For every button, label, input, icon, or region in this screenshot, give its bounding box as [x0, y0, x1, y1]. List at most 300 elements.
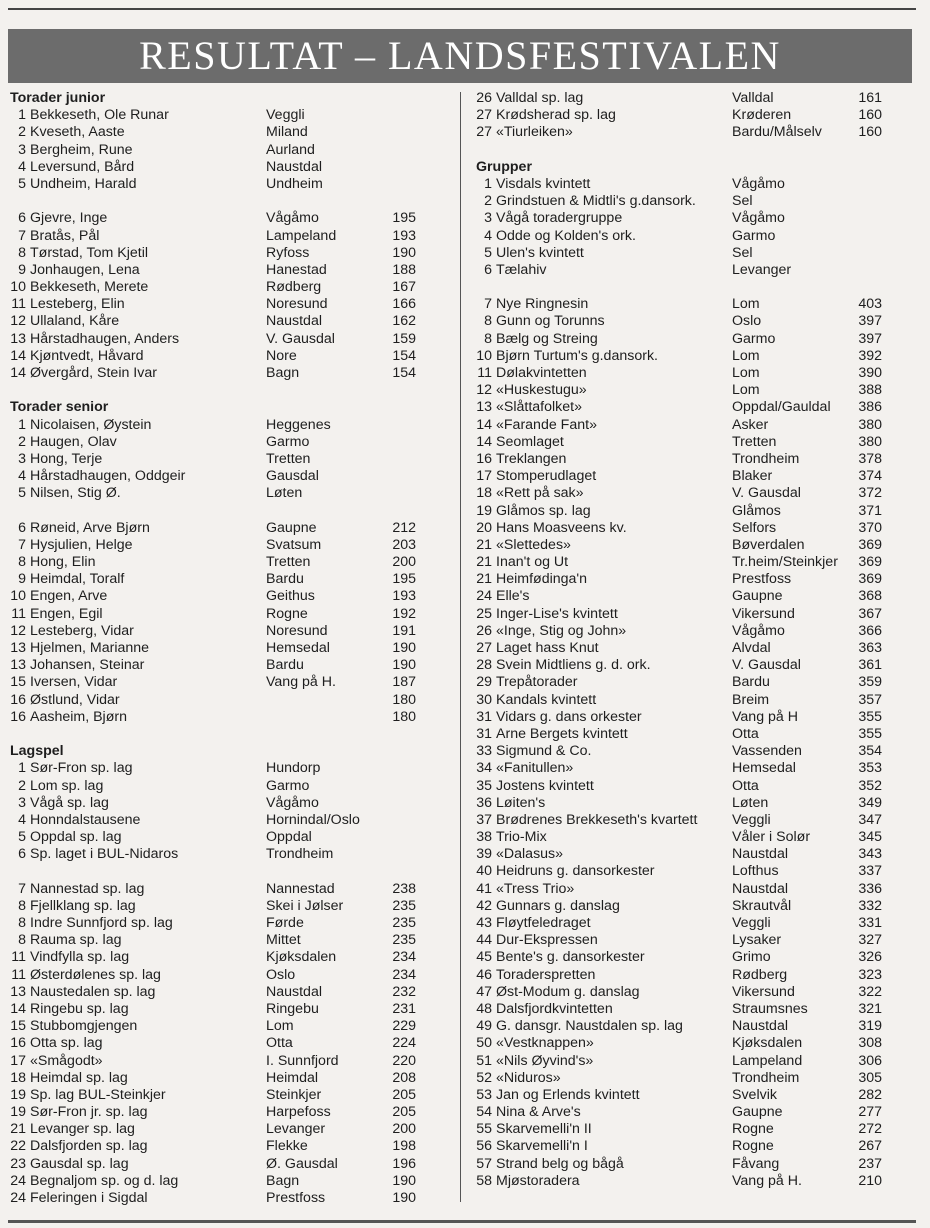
- rank-number: 33: [476, 743, 492, 760]
- entrant-score: 322: [858, 983, 882, 1000]
- entrant-place: Løten: [266, 485, 303, 502]
- rank-number: 35: [476, 777, 492, 794]
- entrant-place: Hundorp: [266, 760, 321, 777]
- section-spacer: [10, 193, 450, 210]
- entrant-name: Vågå toradergruppe: [496, 210, 623, 227]
- result-row: [10, 657, 450, 674]
- rank-number: 11: [11, 605, 26, 622]
- result-row: [10, 554, 450, 571]
- rank-number: 13: [10, 330, 26, 347]
- entrant-name: Gunnars g. danslag: [496, 897, 620, 914]
- entrant-place: Breim: [732, 691, 770, 708]
- result-row: [476, 417, 916, 434]
- entrant-name: Hårstadhaugen, Oddgeir: [30, 468, 186, 485]
- entrant-place: Vågåmo: [266, 210, 319, 227]
- result-row: [10, 795, 450, 812]
- result-row: [476, 382, 916, 399]
- entrant-score: 190: [392, 640, 416, 656]
- rank-number: 1: [18, 107, 26, 124]
- entrant-name: Svein Midtliens g. d. ork.: [496, 657, 651, 674]
- entrant-place: Vågåmo: [266, 794, 319, 811]
- entrant-place: Prestfoss: [266, 1190, 326, 1206]
- entrant-score: 235: [392, 897, 416, 914]
- entrant-name: Bergheim, Rune: [30, 141, 133, 158]
- result-row: [10, 709, 450, 726]
- result-row: [10, 967, 450, 984]
- entrant-score: 359: [858, 674, 882, 691]
- result-row: [10, 262, 450, 279]
- entrant-place: Skrautvål: [732, 897, 792, 914]
- rank-number: 18: [476, 485, 492, 502]
- result-row: [476, 778, 916, 795]
- entrant-name: Johansen, Steinar: [30, 657, 145, 674]
- entrant-name: Østlund, Vidar: [30, 691, 120, 708]
- entrant-name: Heimdal, Toralf: [30, 571, 125, 588]
- result-row: [476, 1018, 916, 1035]
- entrant-score: 232: [392, 983, 416, 1000]
- entrant-place: Naustdal: [266, 313, 322, 330]
- entrant-name: Dur-Ekspressen: [496, 932, 598, 949]
- entrant-name: Jonhaugen, Lena: [30, 261, 140, 278]
- entrant-score: 378: [858, 450, 882, 467]
- entrant-name: Kandals kvintett: [496, 691, 597, 708]
- entrant-score: 353: [858, 760, 882, 777]
- result-row: [10, 915, 450, 932]
- entrant-place: Aurland: [266, 141, 315, 158]
- result-row: [10, 296, 450, 313]
- entrant-name: Honndalstausene: [30, 811, 141, 828]
- entrant-place: Prestfoss: [732, 571, 792, 588]
- entrant-place: Våler i Solør: [732, 829, 811, 846]
- result-row: [476, 537, 916, 554]
- result-row: [476, 795, 916, 812]
- entrant-place: Trondheim: [732, 450, 800, 467]
- rank-number: 46: [476, 966, 492, 983]
- rank-number: 20: [476, 519, 492, 536]
- rank-number: 48: [476, 1000, 492, 1017]
- entrant-name: Vindfylla sp. lag: [30, 949, 130, 966]
- rank-number: 12: [476, 382, 492, 399]
- rank-number: 10: [10, 588, 26, 605]
- rank-number: 24: [10, 1190, 26, 1206]
- entrant-place: Gaupne: [266, 519, 317, 536]
- result-row: [476, 485, 916, 502]
- result-row: [10, 107, 450, 124]
- entrant-name: Toraderspretten: [496, 966, 596, 983]
- entrant-score: 180: [392, 691, 416, 708]
- rank-number: 57: [476, 1155, 492, 1172]
- entrant-place: Naustdal: [266, 983, 322, 1000]
- entrant-place: Svelvik: [732, 1086, 777, 1103]
- entrant-score: 234: [392, 966, 416, 983]
- entrant-score: 267: [858, 1138, 882, 1155]
- entrant-place: Skei i Jølser: [266, 897, 344, 914]
- result-row: [10, 124, 450, 141]
- result-row: [476, 262, 916, 279]
- rank-number: 8: [484, 330, 492, 347]
- result-row: [10, 1138, 450, 1155]
- entrant-place: Rogne: [732, 1138, 774, 1155]
- entrant-name: Nina & Arve's: [496, 1104, 581, 1121]
- entrant-name: Hjelmen, Marianne: [30, 640, 150, 656]
- result-row: [476, 434, 916, 451]
- entrant-place: Ø. Gausdal: [266, 1155, 338, 1172]
- result-row: [476, 1001, 916, 1018]
- entrant-place: Heimdal: [266, 1069, 319, 1086]
- entrant-name: Bratås, Pål: [30, 227, 100, 244]
- rank-number: 13: [10, 657, 26, 674]
- entrant-score: 369: [858, 554, 882, 571]
- entrant-name: Kveseth, Aaste: [30, 124, 125, 141]
- rank-number: 2: [484, 193, 492, 210]
- entrant-score: 210: [858, 1172, 882, 1189]
- rank-number: 51: [476, 1052, 492, 1069]
- entrant-score: 355: [858, 725, 882, 742]
- entrant-place: Hanestad: [266, 261, 327, 278]
- entrant-place: Veggli: [266, 107, 305, 124]
- rank-number: 6: [18, 210, 26, 227]
- entrant-score: 386: [858, 399, 882, 416]
- entrant-name: Gjevre, Inge: [30, 210, 108, 227]
- rank-number: 36: [476, 794, 492, 811]
- rank-number: 50: [476, 1035, 492, 1052]
- rank-number: 53: [476, 1086, 492, 1103]
- section-spacer: [476, 279, 916, 296]
- entrant-place: Grimo: [732, 949, 771, 966]
- entrant-name: Leversund, Bård: [30, 158, 135, 175]
- entrant-place: Gausdal: [266, 468, 319, 485]
- section-spacer: [10, 726, 450, 743]
- rank-number: 30: [476, 691, 492, 708]
- entrant-place: Heggenes: [266, 416, 331, 433]
- entrant-score: 231: [392, 1000, 416, 1017]
- entrant-score: 200: [392, 1121, 416, 1138]
- entrant-place: V. Gausdal: [732, 485, 801, 502]
- rank-number: 11: [477, 365, 492, 381]
- rank-number: 21: [476, 554, 492, 571]
- result-row: [476, 812, 916, 829]
- entrant-place: Førde: [266, 915, 304, 931]
- entrant-place: Lysaker: [732, 932, 782, 949]
- entrant-score: 235: [392, 932, 416, 949]
- result-row: [476, 846, 916, 863]
- entrant-score: 369: [858, 571, 882, 588]
- entrant-place: Bardu: [266, 571, 304, 588]
- result-row: [10, 571, 450, 588]
- entrant-name: Heimfødinga'n: [496, 571, 588, 588]
- entrant-name: Ringebu sp. lag: [30, 1000, 129, 1017]
- result-row: [476, 692, 916, 709]
- bottom-rule: [8, 1220, 916, 1223]
- rank-number: 27: [476, 640, 492, 656]
- entrant-name: Hong, Elin: [30, 554, 96, 571]
- entrant-name: «Tiurleiken»: [496, 124, 573, 141]
- result-row: [10, 176, 450, 193]
- entrant-name: Heimdal sp. lag: [30, 1069, 128, 1086]
- entrant-name: G. dansgr. Naustdalen sp. lag: [496, 1018, 683, 1035]
- result-row: [10, 313, 450, 330]
- entrant-name: Begnaljom sp. og d. lag: [30, 1172, 179, 1189]
- entrant-score: 160: [858, 124, 882, 141]
- rank-number: 41: [476, 880, 492, 897]
- entrant-name: Haugen, Olav: [30, 433, 117, 450]
- entrant-name: Kjøntvedt, Håvard: [30, 347, 144, 364]
- entrant-score: 162: [392, 313, 416, 330]
- entrant-score: 200: [392, 554, 416, 571]
- entrant-score: 272: [858, 1121, 882, 1138]
- entrant-score: 371: [858, 502, 882, 519]
- result-row: [10, 674, 450, 691]
- page-title: RESULTAT – LANDSFESTIVALEN: [8, 29, 912, 83]
- entrant-place: Vågåmo: [732, 175, 785, 192]
- result-row: [10, 142, 450, 159]
- entrant-score: 390: [858, 365, 882, 381]
- result-row: [476, 863, 916, 880]
- entrant-score: 380: [858, 416, 882, 433]
- entrant-name: Inger-Lise's kvintett: [496, 605, 618, 622]
- entrant-name: Trepåtorader: [496, 674, 578, 691]
- entrant-place: Oslo: [266, 966, 296, 983]
- result-row: [10, 760, 450, 777]
- entrant-place: Tretten: [732, 433, 777, 450]
- result-row: [476, 451, 916, 468]
- entrant-score: 305: [858, 1069, 882, 1086]
- entrant-score: 167: [392, 279, 416, 296]
- entrant-score: 205: [392, 1104, 416, 1121]
- entrant-place: Nannestad: [266, 880, 335, 897]
- entrant-place: Svatsum: [266, 536, 322, 553]
- entrant-name: Lesteberg, Elin: [30, 296, 125, 313]
- entrant-place: Ryfoss: [266, 244, 310, 261]
- entrant-score: 403: [858, 296, 882, 313]
- rank-number: 2: [18, 124, 26, 141]
- rank-number: 9: [18, 571, 26, 588]
- rank-number: 12: [10, 313, 26, 330]
- entrant-place: Valldal: [732, 90, 774, 106]
- entrant-score: 187: [392, 674, 416, 691]
- entrant-name: Tælahiv: [496, 261, 547, 278]
- entrant-name: Trio-Mix: [496, 829, 547, 846]
- entrant-score: 392: [858, 347, 882, 364]
- entrant-name: Hong, Terje: [30, 450, 103, 467]
- entrant-score: 326: [858, 949, 882, 966]
- entrant-place: Lofthus: [732, 863, 779, 880]
- entrant-name: Naustedalen sp. lag: [30, 983, 156, 1000]
- result-row: [476, 932, 916, 949]
- entrant-name: Gausdal sp. lag: [30, 1155, 129, 1172]
- top-rule: [8, 8, 916, 10]
- entrant-score: 308: [858, 1035, 882, 1052]
- entrant-score: 166: [392, 296, 416, 313]
- rank-number: 11: [11, 949, 26, 966]
- entrant-name: Løiten's: [496, 794, 546, 811]
- entrant-name: Dalsfjordkvintetten: [496, 1000, 613, 1017]
- entrant-name: Skarvemelli'n I: [496, 1138, 588, 1155]
- result-row: [10, 279, 450, 296]
- rank-number: 11: [11, 296, 26, 313]
- entrant-place: Rogne: [266, 605, 308, 622]
- rank-number: 19: [476, 502, 492, 519]
- entrant-name: Lom sp. lag: [30, 777, 104, 794]
- result-row: [476, 1121, 916, 1138]
- entrant-name: Bælg og Streing: [496, 330, 598, 347]
- entrant-name: Dalsfjorden sp. lag: [30, 1138, 148, 1155]
- entrant-score: 237: [858, 1155, 882, 1172]
- rank-number: 21: [476, 536, 492, 553]
- entrant-score: 388: [858, 382, 882, 399]
- entrant-name: «Inge, Stig og John»: [496, 622, 627, 639]
- entrant-place: Harpefoss: [266, 1104, 331, 1121]
- entrant-score: 347: [858, 811, 882, 828]
- rank-number: 11: [11, 966, 26, 983]
- entrant-name: Fjellklang sp. lag: [30, 897, 136, 914]
- result-row: [10, 778, 450, 795]
- rank-number: 16: [10, 1035, 26, 1052]
- result-row: [10, 1156, 450, 1173]
- entrant-place: Rødberg: [732, 966, 788, 983]
- rank-number: 4: [18, 158, 26, 175]
- result-row: [10, 846, 450, 863]
- entrant-place: Vang på H.: [266, 674, 336, 691]
- entrant-name: Ullaland, Kåre: [30, 313, 120, 330]
- entrant-place: Lom: [266, 1018, 294, 1035]
- entrant-name: Tørstad, Tom Kjetil: [30, 244, 148, 261]
- entrant-place: Mittet: [266, 932, 301, 949]
- rank-number: 8: [18, 554, 26, 571]
- rank-number: 31: [476, 708, 492, 725]
- result-row: [476, 313, 916, 330]
- rank-number: 26: [476, 622, 492, 639]
- result-row: [10, 331, 450, 348]
- result-row: [476, 640, 916, 657]
- entrant-score: 180: [392, 708, 416, 725]
- rank-number: 22: [10, 1138, 26, 1155]
- entrant-score: 229: [392, 1018, 416, 1035]
- entrant-score: 277: [858, 1104, 882, 1121]
- entrant-name: Jan og Erlends kvintett: [496, 1086, 640, 1103]
- result-row: [476, 365, 916, 382]
- entrant-place: Trondheim: [266, 846, 334, 863]
- entrant-name: «Smågodt»: [30, 1052, 103, 1069]
- entrant-score: 355: [858, 708, 882, 725]
- rank-number: 19: [10, 1086, 26, 1103]
- entrant-name: Østerdølenes sp. lag: [30, 966, 161, 983]
- result-row: [476, 915, 916, 932]
- entrant-place: Naustdal: [732, 880, 788, 897]
- rank-number: 3: [484, 210, 492, 227]
- result-row: [10, 1173, 450, 1190]
- entrant-score: 205: [392, 1086, 416, 1103]
- entrant-score: 154: [392, 365, 416, 381]
- entrant-score: 370: [858, 519, 882, 536]
- result-row: [476, 726, 916, 743]
- entrant-name: Bente's g. dansorkester: [496, 949, 645, 966]
- rank-number: 7: [18, 227, 26, 244]
- entrant-score: 397: [858, 313, 882, 330]
- entrant-place: Fåvang: [732, 1155, 780, 1172]
- result-row: [10, 417, 450, 434]
- rank-number: 12: [10, 622, 26, 639]
- rank-number: 43: [476, 915, 492, 931]
- result-row: [476, 709, 916, 726]
- result-row: [476, 1173, 916, 1190]
- entrant-score: 161: [858, 90, 882, 106]
- entrant-score: 327: [858, 932, 882, 949]
- result-row: [476, 399, 916, 416]
- entrant-place: Rødberg: [266, 279, 322, 296]
- result-row: [10, 1018, 450, 1035]
- result-row: [10, 984, 450, 1001]
- result-row: [476, 1087, 916, 1104]
- entrant-place: Vikersund: [732, 605, 795, 622]
- result-row: [10, 1001, 450, 1018]
- rank-number: 49: [476, 1018, 492, 1035]
- entrant-name: Brødrenes Brekkeseth's kvartett: [496, 811, 698, 828]
- result-row: [476, 1035, 916, 1052]
- entrant-place: Gaupne: [732, 1104, 783, 1121]
- section-heading: Torader senior: [10, 399, 109, 416]
- entrant-place: Veggli: [732, 811, 771, 828]
- result-row: [10, 1104, 450, 1121]
- rank-number: 3: [18, 794, 26, 811]
- result-row: [10, 159, 450, 176]
- entrant-name: Aasheim, Bjørn: [30, 708, 127, 725]
- entrant-name: «Rett på sak»: [496, 485, 584, 502]
- entrant-score: 349: [858, 794, 882, 811]
- entrant-place: Oppdal: [266, 829, 312, 846]
- entrant-name: Sør-Fron sp. lag: [30, 760, 133, 777]
- entrant-name: «Niduros»: [496, 1069, 561, 1086]
- entrant-place: Glåmos: [732, 502, 781, 519]
- entrant-name: Oppdal sp. lag: [30, 829, 122, 846]
- rank-number: 3: [18, 450, 26, 467]
- rank-number: 13: [10, 640, 26, 656]
- result-row: [10, 537, 450, 554]
- rank-number: 1: [484, 175, 492, 192]
- entrant-score: 306: [858, 1052, 882, 1069]
- result-row: [10, 1053, 450, 1070]
- rank-number: 44: [476, 932, 492, 949]
- entrant-place: V. Gausdal: [732, 657, 801, 674]
- rank-number: 2: [18, 777, 26, 794]
- rank-number: 10: [476, 347, 492, 364]
- entrant-name: «Tress Trio»: [496, 880, 575, 897]
- entrant-place: Asker: [732, 416, 769, 433]
- result-row: [10, 949, 450, 966]
- rank-number: 55: [476, 1121, 492, 1138]
- rank-number: 8: [484, 313, 492, 330]
- entrant-place: Vang på H: [732, 708, 798, 725]
- entrant-place: Bardu/Målselv: [732, 124, 822, 141]
- entrant-score: 357: [858, 691, 882, 708]
- rank-number: 37: [476, 811, 492, 828]
- entrant-name: Hårstadhaugen, Anders: [30, 330, 180, 347]
- result-row: [476, 554, 916, 571]
- result-row: [476, 657, 916, 674]
- result-row: [476, 1104, 916, 1121]
- rank-number: 31: [476, 725, 492, 742]
- rank-number: 47: [476, 983, 492, 1000]
- entrant-place: Ringebu: [266, 1000, 319, 1017]
- entrant-score: 196: [392, 1155, 416, 1172]
- rank-number: 56: [476, 1138, 492, 1155]
- result-row: [10, 520, 450, 537]
- entrant-name: Grindstuen & Midtli's g.dansork.: [496, 193, 696, 210]
- entrant-score: 332: [858, 897, 882, 914]
- result-row: [10, 451, 450, 468]
- rank-number: 1: [18, 760, 26, 777]
- rank-number: 26: [476, 90, 492, 106]
